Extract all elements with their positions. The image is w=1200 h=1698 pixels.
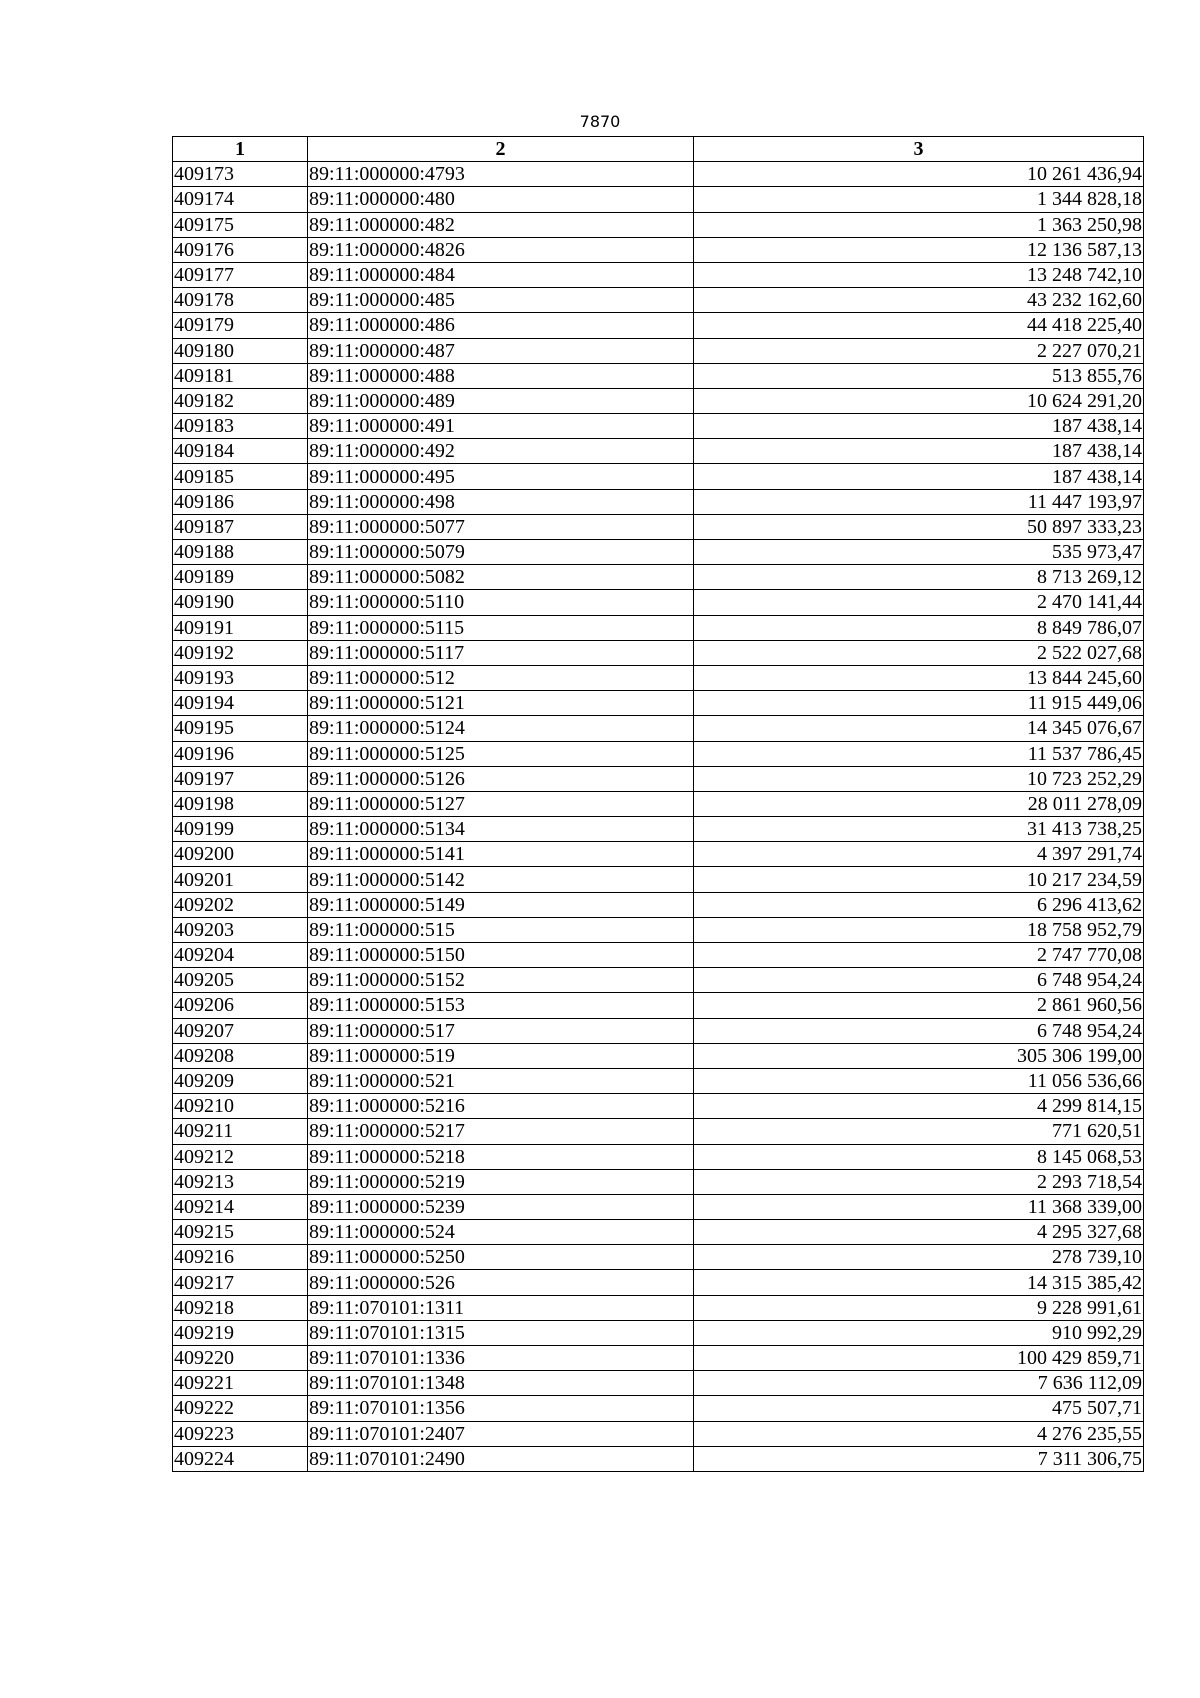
table-row xyxy=(173,1220,1144,1245)
cadastral-number-cell: 89:11:000000:487 xyxy=(308,338,694,363)
value-cell: 10 261 436,94 xyxy=(694,162,1144,187)
cadastral-number-cell: 89:11:000000:5142 xyxy=(308,867,694,892)
cadastral-number-cell: 89:11:000000:5124 xyxy=(308,716,694,741)
row-number-cell: 409220 xyxy=(173,1346,308,1371)
table-body xyxy=(173,162,1144,1472)
table-row xyxy=(173,540,1144,565)
row-number-cell: 409207 xyxy=(173,1018,308,1043)
cadastral-number-cell: 89:11:000000:5115 xyxy=(308,615,694,640)
cadastral-number-cell: 89:11:000000:5077 xyxy=(308,514,694,539)
table-row xyxy=(173,313,1144,338)
column-header-3: 3 xyxy=(694,137,1144,162)
table-row xyxy=(173,1270,1144,1295)
table-row xyxy=(173,565,1144,590)
table-row xyxy=(173,514,1144,539)
value-cell: 28 011 278,09 xyxy=(694,791,1144,816)
value-cell: 10 723 252,29 xyxy=(694,766,1144,791)
table-row xyxy=(173,1094,1144,1119)
table-row xyxy=(173,943,1144,968)
row-number-cell: 409198 xyxy=(173,791,308,816)
table-row xyxy=(173,363,1144,388)
row-number-cell: 409184 xyxy=(173,439,308,464)
cadastral-number-cell: 89:11:000000:492 xyxy=(308,439,694,464)
row-number-cell: 409197 xyxy=(173,766,308,791)
value-cell: 9 228 991,61 xyxy=(694,1295,1144,1320)
value-cell: 2 522 027,68 xyxy=(694,640,1144,665)
row-number-cell: 409182 xyxy=(173,388,308,413)
cadastral-number-cell: 89:11:000000:5218 xyxy=(308,1144,694,1169)
cadastral-number-cell: 89:11:000000:480 xyxy=(308,187,694,212)
value-cell: 6 748 954,24 xyxy=(694,1018,1144,1043)
cadastral-number-cell: 89:11:070101:1336 xyxy=(308,1346,694,1371)
row-number-cell: 409205 xyxy=(173,968,308,993)
row-number-cell: 409176 xyxy=(173,237,308,262)
value-cell: 2 227 070,21 xyxy=(694,338,1144,363)
cadastral-number-cell: 89:11:000000:5217 xyxy=(308,1119,694,1144)
cadastral-number-cell: 89:11:000000:5239 xyxy=(308,1194,694,1219)
value-cell: 2 293 718,54 xyxy=(694,1169,1144,1194)
row-number-cell: 409178 xyxy=(173,288,308,313)
table-row xyxy=(173,817,1144,842)
value-cell: 11 447 193,97 xyxy=(694,489,1144,514)
cadastral-number-cell: 89:11:000000:5216 xyxy=(308,1094,694,1119)
cadastral-number-cell: 89:11:070101:2490 xyxy=(308,1446,694,1471)
table-row xyxy=(173,162,1144,187)
table-row xyxy=(173,993,1144,1018)
table-row xyxy=(173,1194,1144,1219)
cadastral-number-cell: 89:11:000000:5153 xyxy=(308,993,694,1018)
row-number-cell: 409189 xyxy=(173,565,308,590)
value-cell: 4 397 291,74 xyxy=(694,842,1144,867)
cadastral-number-cell: 89:11:000000:517 xyxy=(308,1018,694,1043)
row-number-cell: 409209 xyxy=(173,1068,308,1093)
row-number-cell: 409180 xyxy=(173,338,308,363)
value-cell: 13 248 742,10 xyxy=(694,262,1144,287)
table-row xyxy=(173,1245,1144,1270)
row-number-cell: 409193 xyxy=(173,665,308,690)
value-cell: 513 855,76 xyxy=(694,363,1144,388)
value-cell: 6 296 413,62 xyxy=(694,892,1144,917)
value-cell: 2 747 770,08 xyxy=(694,943,1144,968)
cadastral-number-cell: 89:11:000000:5126 xyxy=(308,766,694,791)
cadastral-number-cell: 89:11:000000:4826 xyxy=(308,237,694,262)
row-number-cell: 409204 xyxy=(173,943,308,968)
row-number-cell: 409200 xyxy=(173,842,308,867)
table-row xyxy=(173,640,1144,665)
row-number-cell: 409222 xyxy=(173,1396,308,1421)
row-number-cell: 409203 xyxy=(173,917,308,942)
value-cell: 11 368 339,00 xyxy=(694,1194,1144,1219)
table-header-row xyxy=(173,137,1144,162)
value-cell: 11 537 786,45 xyxy=(694,741,1144,766)
cadastral-number-cell: 89:11:070101:1348 xyxy=(308,1371,694,1396)
value-cell: 187 438,14 xyxy=(694,439,1144,464)
table-row xyxy=(173,1320,1144,1345)
cadastral-number-cell: 89:11:000000:5219 xyxy=(308,1169,694,1194)
page-number: 7870 xyxy=(579,112,621,131)
value-cell: 50 897 333,23 xyxy=(694,514,1144,539)
table-row xyxy=(173,1346,1144,1371)
cadastral-number-cell: 89:11:070101:1315 xyxy=(308,1320,694,1345)
table-row xyxy=(173,691,1144,716)
table-row xyxy=(173,842,1144,867)
value-cell: 771 620,51 xyxy=(694,1119,1144,1144)
row-number-cell: 409174 xyxy=(173,187,308,212)
cadastral-number-cell: 89:11:000000:5082 xyxy=(308,565,694,590)
row-number-cell: 409212 xyxy=(173,1144,308,1169)
row-number-cell: 409177 xyxy=(173,262,308,287)
row-number-cell: 409175 xyxy=(173,212,308,237)
value-cell: 2 470 141,44 xyxy=(694,590,1144,615)
table-row xyxy=(173,464,1144,489)
row-number-cell: 409208 xyxy=(173,1043,308,1068)
cadastral-number-cell: 89:11:000000:5127 xyxy=(308,791,694,816)
table-row xyxy=(173,489,1144,514)
value-cell: 10 217 234,59 xyxy=(694,867,1144,892)
value-cell: 7 636 112,09 xyxy=(694,1371,1144,1396)
table-row xyxy=(173,1396,1144,1421)
cadastral-number-cell: 89:11:000000:512 xyxy=(308,665,694,690)
value-cell: 475 507,71 xyxy=(694,1396,1144,1421)
cadastral-number-cell: 89:11:000000:486 xyxy=(308,313,694,338)
table-row xyxy=(173,1018,1144,1043)
value-cell: 8 145 068,53 xyxy=(694,1144,1144,1169)
value-cell: 8 713 269,12 xyxy=(694,565,1144,590)
table-row xyxy=(173,968,1144,993)
table-row xyxy=(173,665,1144,690)
row-number-cell: 409211 xyxy=(173,1119,308,1144)
value-cell: 11 056 536,66 xyxy=(694,1068,1144,1093)
value-cell: 11 915 449,06 xyxy=(694,691,1144,716)
cadastral-number-cell: 89:11:000000:5134 xyxy=(308,817,694,842)
cadastral-number-cell: 89:11:000000:495 xyxy=(308,464,694,489)
row-number-cell: 409179 xyxy=(173,313,308,338)
row-number-cell: 409216 xyxy=(173,1245,308,1270)
cadastral-number-cell: 89:11:070101:1356 xyxy=(308,1396,694,1421)
row-number-cell: 409186 xyxy=(173,489,308,514)
cadastral-number-cell: 89:11:000000:4793 xyxy=(308,162,694,187)
value-cell: 43 232 162,60 xyxy=(694,288,1144,313)
column-header-1: 1 xyxy=(173,137,308,162)
table-row xyxy=(173,414,1144,439)
row-number-cell: 409188 xyxy=(173,540,308,565)
row-number-cell: 409206 xyxy=(173,993,308,1018)
table-row xyxy=(173,716,1144,741)
table-row xyxy=(173,741,1144,766)
value-cell: 7 311 306,75 xyxy=(694,1446,1144,1471)
cadastral-number-cell: 89:11:070101:1311 xyxy=(308,1295,694,1320)
cadastral-number-cell: 89:11:000000:5141 xyxy=(308,842,694,867)
cadastral-number-cell: 89:11:000000:5150 xyxy=(308,943,694,968)
registry-table xyxy=(172,136,1144,1472)
row-number-cell: 409221 xyxy=(173,1371,308,1396)
row-number-cell: 409173 xyxy=(173,162,308,187)
value-cell: 910 992,29 xyxy=(694,1320,1144,1345)
cadastral-number-cell: 89:11:000000:5152 xyxy=(308,968,694,993)
table-row xyxy=(173,1169,1144,1194)
row-number-cell: 409185 xyxy=(173,464,308,489)
value-cell: 1 363 250,98 xyxy=(694,212,1144,237)
column-header-2: 2 xyxy=(308,137,694,162)
row-number-cell: 409183 xyxy=(173,414,308,439)
value-cell: 14 345 076,67 xyxy=(694,716,1144,741)
table-row xyxy=(173,590,1144,615)
value-cell: 4 295 327,68 xyxy=(694,1220,1144,1245)
value-cell: 278 739,10 xyxy=(694,1245,1144,1270)
value-cell: 1 344 828,18 xyxy=(694,187,1144,212)
table-row xyxy=(173,439,1144,464)
table-row xyxy=(173,766,1144,791)
cadastral-number-cell: 89:11:000000:485 xyxy=(308,288,694,313)
value-cell: 4 299 814,15 xyxy=(694,1094,1144,1119)
cadastral-number-cell: 89:11:000000:5117 xyxy=(308,640,694,665)
value-cell: 18 758 952,79 xyxy=(694,917,1144,942)
cadastral-number-cell: 89:11:000000:5250 xyxy=(308,1245,694,1270)
row-number-cell: 409190 xyxy=(173,590,308,615)
row-number-cell: 409196 xyxy=(173,741,308,766)
value-cell: 187 438,14 xyxy=(694,414,1144,439)
value-cell: 2 861 960,56 xyxy=(694,993,1144,1018)
cadastral-number-cell: 89:11:000000:5149 xyxy=(308,892,694,917)
value-cell: 44 418 225,40 xyxy=(694,313,1144,338)
table-row xyxy=(173,187,1144,212)
table-row xyxy=(173,1295,1144,1320)
table-row xyxy=(173,388,1144,413)
table-row xyxy=(173,338,1144,363)
row-number-cell: 409223 xyxy=(173,1421,308,1446)
cadastral-number-cell: 89:11:000000:526 xyxy=(308,1270,694,1295)
row-number-cell: 409194 xyxy=(173,691,308,716)
cadastral-number-cell: 89:11:000000:498 xyxy=(308,489,694,514)
table-row xyxy=(173,212,1144,237)
cadastral-number-cell: 89:11:000000:484 xyxy=(308,262,694,287)
cadastral-number-cell: 89:11:000000:491 xyxy=(308,414,694,439)
row-number-cell: 409195 xyxy=(173,716,308,741)
value-cell: 4 276 235,55 xyxy=(694,1421,1144,1446)
row-number-cell: 409202 xyxy=(173,892,308,917)
row-number-cell: 409210 xyxy=(173,1094,308,1119)
table-row xyxy=(173,867,1144,892)
cadastral-number-cell: 89:11:000000:5121 xyxy=(308,691,694,716)
value-cell: 535 973,47 xyxy=(694,540,1144,565)
row-number-cell: 409192 xyxy=(173,640,308,665)
cadastral-number-cell: 89:11:000000:482 xyxy=(308,212,694,237)
table-row xyxy=(173,1119,1144,1144)
table-row xyxy=(173,237,1144,262)
cadastral-number-cell: 89:11:000000:488 xyxy=(308,363,694,388)
row-number-cell: 409214 xyxy=(173,1194,308,1219)
value-cell: 100 429 859,71 xyxy=(694,1346,1144,1371)
row-number-cell: 409181 xyxy=(173,363,308,388)
row-number-cell: 409201 xyxy=(173,867,308,892)
table-row xyxy=(173,1068,1144,1093)
value-cell: 13 844 245,60 xyxy=(694,665,1144,690)
cadastral-number-cell: 89:11:000000:5110 xyxy=(308,590,694,615)
value-cell: 31 413 738,25 xyxy=(694,817,1144,842)
table-row xyxy=(173,288,1144,313)
cadastral-number-cell: 89:11:000000:5125 xyxy=(308,741,694,766)
value-cell: 12 136 587,13 xyxy=(694,237,1144,262)
table-row xyxy=(173,615,1144,640)
table-row xyxy=(173,892,1144,917)
row-number-cell: 409218 xyxy=(173,1295,308,1320)
value-cell: 14 315 385,42 xyxy=(694,1270,1144,1295)
cadastral-number-cell: 89:11:000000:524 xyxy=(308,1220,694,1245)
row-number-cell: 409199 xyxy=(173,817,308,842)
value-cell: 10 624 291,20 xyxy=(694,388,1144,413)
row-number-cell: 409213 xyxy=(173,1169,308,1194)
table-row xyxy=(173,1371,1144,1396)
value-cell: 8 849 786,07 xyxy=(694,615,1144,640)
table-row xyxy=(173,262,1144,287)
row-number-cell: 409215 xyxy=(173,1220,308,1245)
table-row xyxy=(173,1446,1144,1471)
cadastral-number-cell: 89:11:000000:489 xyxy=(308,388,694,413)
table-row xyxy=(173,1421,1144,1446)
value-cell: 305 306 199,00 xyxy=(694,1043,1144,1068)
value-cell: 6 748 954,24 xyxy=(694,968,1144,993)
cadastral-number-cell: 89:11:070101:2407 xyxy=(308,1421,694,1446)
cadastral-number-cell: 89:11:000000:5079 xyxy=(308,540,694,565)
row-number-cell: 409219 xyxy=(173,1320,308,1345)
table-row xyxy=(173,1043,1144,1068)
row-number-cell: 409187 xyxy=(173,514,308,539)
cadastral-number-cell: 89:11:000000:515 xyxy=(308,917,694,942)
row-number-cell: 409224 xyxy=(173,1446,308,1471)
table-row xyxy=(173,917,1144,942)
cadastral-number-cell: 89:11:000000:521 xyxy=(308,1068,694,1093)
value-cell: 187 438,14 xyxy=(694,464,1144,489)
row-number-cell: 409217 xyxy=(173,1270,308,1295)
cadastral-number-cell: 89:11:000000:519 xyxy=(308,1043,694,1068)
table-row xyxy=(173,791,1144,816)
row-number-cell: 409191 xyxy=(173,615,308,640)
table-row xyxy=(173,1144,1144,1169)
